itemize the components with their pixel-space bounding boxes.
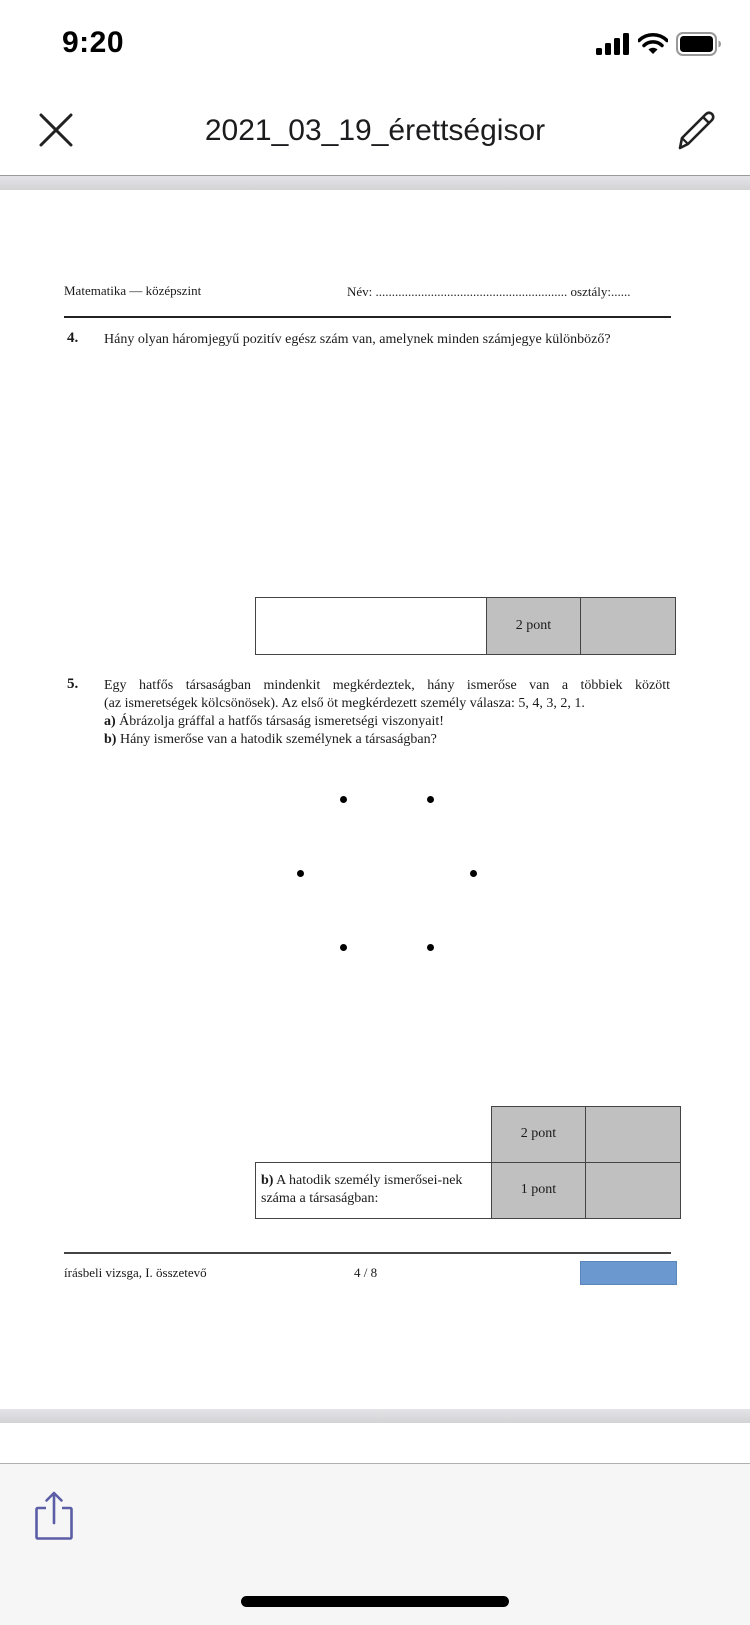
page-gap-bottom — [0, 1409, 750, 1423]
q4-score-table — [255, 597, 676, 655]
q5b-label-bold: b) — [261, 1173, 274, 1188]
wifi-icon — [638, 33, 668, 55]
pencil-icon — [672, 108, 716, 152]
pdf-page[interactable] — [0, 191, 750, 1409]
q5a-points: 2 pont — [492, 1107, 586, 1163]
status-icons — [596, 30, 722, 58]
q5-b-label: b) — [104, 732, 117, 747]
footer-rule — [64, 1252, 671, 1254]
q5-line2: (az ismeretségek kölcsönösek). Az első öt megkérdezett személy válasza: 5, 4, 3, 2, 1. — [104, 696, 585, 711]
q5b-earned — [586, 1162, 681, 1218]
q5-score-table — [255, 1106, 681, 1219]
battery-icon — [676, 32, 722, 56]
q5-a-label: a) — [104, 714, 116, 729]
graph-vertex — [340, 944, 347, 951]
edit-button[interactable] — [672, 108, 716, 152]
q5b-points: 1 pont — [492, 1162, 586, 1218]
q5b-answer-cell[interactable] — [256, 1162, 492, 1218]
graph-vertex — [427, 944, 434, 951]
page-gap-top — [0, 176, 750, 190]
graph-vertex — [470, 870, 477, 877]
header-name-field: Név: ........................................................... osztály:...... — [347, 284, 631, 299]
q5-b-text: Hány ismerőse van a hatodik személynek a társaságban? — [116, 732, 437, 747]
graph-vertex — [427, 796, 434, 803]
status-bar — [0, 0, 750, 90]
q5-part-b — [104, 731, 670, 749]
q4-number: 4. — [67, 330, 79, 346]
home-indicator[interactable] — [241, 1596, 509, 1607]
document-title: 2021_03_19_érettségisor — [204, 114, 546, 147]
header-rule — [64, 316, 671, 318]
share-icon — [34, 1490, 74, 1542]
footer-page-number: 4 / 8 — [354, 1265, 378, 1280]
q5a-earned — [586, 1107, 681, 1163]
close-icon — [36, 110, 76, 150]
q5-number: 5. — [67, 676, 79, 692]
graph-vertex — [340, 796, 347, 803]
footer-exam-label: írásbeli vizsga, I. összetevő — [64, 1265, 207, 1280]
q4-answer-cell[interactable] — [256, 598, 487, 655]
q5-row1-label — [256, 1107, 492, 1163]
q5b-label-text: A hatodik személy ismerősei-nek száma a társaságban: — [261, 1173, 463, 1206]
header-subject: Matematika — középszint — [64, 283, 202, 298]
q5-a-text: Ábrázolja gráffal a hatfős társaság ismeretségi viszonyait! — [115, 714, 444, 729]
q4-earned — [581, 598, 676, 655]
cellular-signal-icon — [596, 33, 630, 55]
close-button[interactable] — [36, 110, 76, 150]
q5-text — [104, 677, 670, 749]
status-time: 9:20 — [62, 26, 125, 59]
share-button[interactable] — [34, 1490, 74, 1542]
q4-text: Hány olyan háromjegyű pozitív egész szám van, amelynek minden számjegye különböző? — [104, 332, 611, 347]
footer-code-box — [580, 1261, 677, 1285]
q5-part-a — [104, 713, 670, 731]
q4-points: 2 pont — [487, 598, 581, 655]
graph-vertex — [297, 870, 304, 877]
q5-line1: Egy hatfős társaságban mindenkit megkérdeztek, hány ismerőse van a többiek között — [104, 678, 670, 693]
nav-bar — [0, 90, 750, 176]
